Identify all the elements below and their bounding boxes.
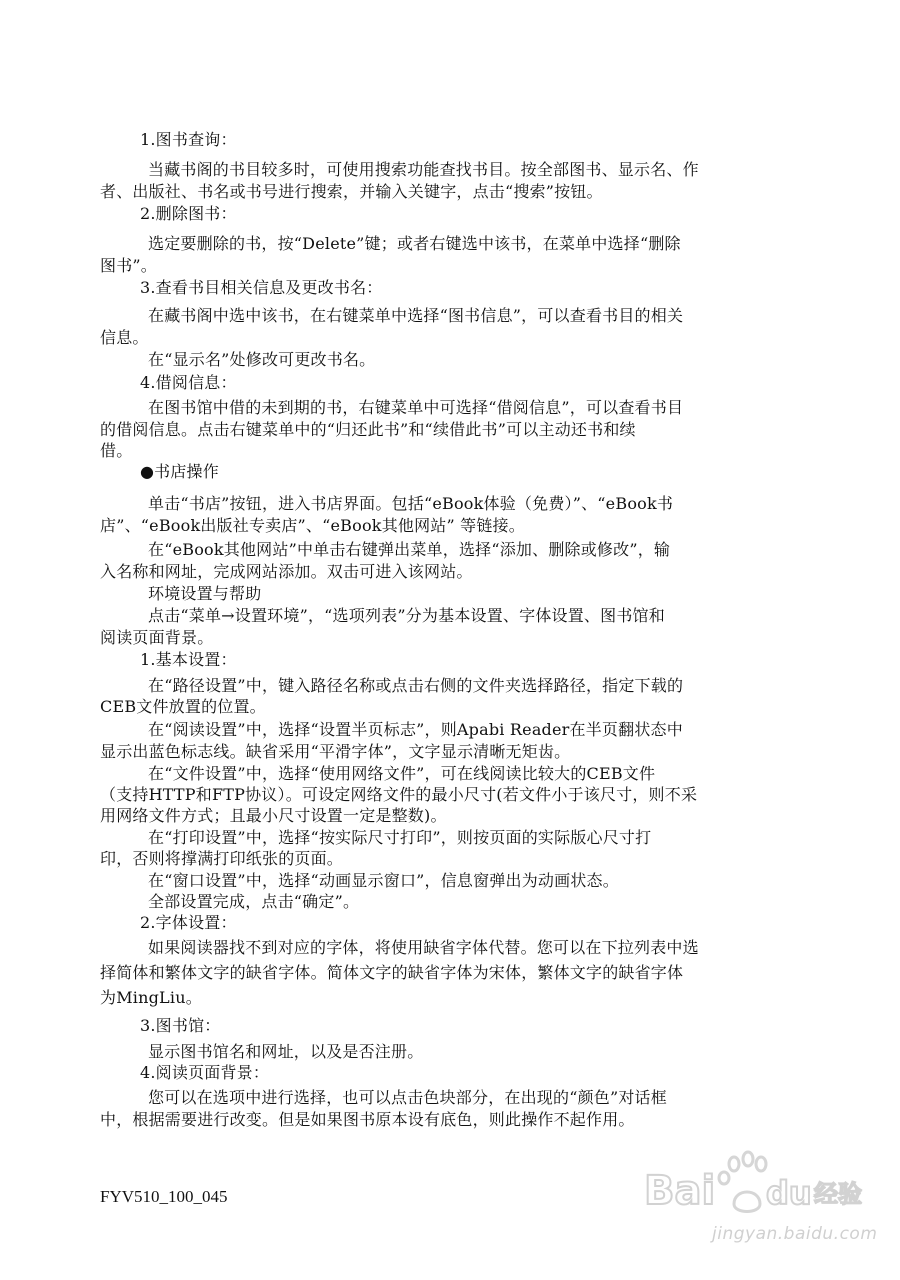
svg-text:du: du [766,1174,812,1212]
paragraph-line: 点击“菜单→设置环境”，“选项列表”分为基本设置、字体设置、图书馆和 [148,606,665,625]
paragraph-line: 信息。 [100,328,149,347]
paragraph-line: 者、出版社、书名或书号进行搜索，并输入关键字，点击“搜索”按钮。 [100,182,603,201]
section-heading: 1.基本设置： [140,650,237,669]
paragraph-line: 在藏书阁中选中该书，在右键菜单中选择“图书信息”，可以查看书目的相关 [148,306,684,325]
section-heading: 3.图书馆： [140,1016,221,1035]
paragraph-line: 在“文件设置”中，选择“使用网络文件”，可在线阅读比较大的CEB文件 [148,764,656,783]
paragraph-line: 在“打印设置”中，选择“按实际尺寸打印”，则按页面的实际版心尺寸打 [148,828,652,847]
paragraph-line: 阅读页面背景。 [100,628,214,647]
paragraph-line: CEB文件放置的位置。 [100,697,266,716]
paragraph-line: 店”、“eBook出版社专卖店”、“eBook其他网站” 等链接。 [100,516,525,535]
paragraph-line: 在“阅读设置”中，选择“设置半页标志”，则Apabi Reader在半页翻状态中 [148,720,683,739]
paragraph-line: 在“eBook其他网站”中单击右键弹出菜单，选择“添加、删除或修改”，输 [148,540,671,559]
paragraph-line: 择简体和繁体文字的缺省字体。简体文字的缺省字体为宋体，繁体文字的缺省字体 [100,963,684,982]
section-heading: ●书店操作 [140,462,219,481]
section-heading: 4.阅读页面背景： [140,1063,270,1082]
section-heading: 4.借阅信息： [140,373,237,392]
paragraph-line: 显示出蓝色标志线。缺省采用“平滑字体”，文字显示清晰无矩齿。 [100,742,571,761]
paragraph-line: 入名称和网址，完成网站添加。双击可进入该网站。 [100,562,473,581]
paragraph-line: 图书”。 [100,256,157,275]
svg-text:经验: 经验 [814,1180,862,1208]
paragraph-line: 印，否则将撑满打印纸张的页面。 [100,849,344,868]
paragraph-line: 单击“书店”按钮，进入书店界面。包括“eBook体验（免费）”、“eBook书 [148,494,674,513]
paragraph-line: 的借阅信息。点击右键菜单中的“归还此书”和“续借此书”可以主动还书和续 [100,420,636,439]
paragraph-line: 您可以在选项中进行选择，也可以点击色块部分，在出现的“颜色”对话框 [148,1088,667,1107]
paragraph-line: 显示图书馆名和网址，以及是否注册。 [148,1042,424,1061]
svg-text:Bai: Bai [644,1168,716,1214]
section-heading: 3.查看书目相关信息及更改书名： [140,278,383,297]
paragraph-line: 用网络文件方式；且最小尺寸设置一定是整数)。 [100,806,447,825]
section-heading: 1.图书查询： [140,130,237,149]
section-heading: 2.删除图书： [140,204,237,223]
paragraph-line: 在“显示名”处修改可更改书名。 [148,350,376,369]
section-heading: 环境设置与帮助 [148,584,262,603]
baidu-jingyan-watermark [642,1148,878,1268]
baidu-logo-icon [642,1148,870,1220]
paragraph-line: （支持HTTP和FTP协议）。可设定网络文件的最小尺寸(若文件小于该尺寸，则不采 [100,785,698,804]
paragraph-line: 借。 [100,441,133,460]
paragraph-line: 全部设置完成，点击“确定”。 [148,892,360,911]
paragraph-line: 中，根据需要进行改变。但是如果图书原本设有底色，则此操作不起作用。 [100,1110,635,1129]
paragraph-line: 当藏书阁的书目较多时，可使用搜索功能查找书目。按全部图书、显示名、作 [148,160,699,179]
paragraph-line: 如果阅读器找不到对应的字体，将使用缺省字体代替。您可以在下拉列表中选 [148,938,699,957]
watermark-url: jingyan.baidu.com [712,1224,878,1244]
paragraph-line: 在“路径设置”中，键入路径名称或点击右侧的文件夹选择路径，指定下载的 [148,676,684,695]
paragraph-line: 选定要删除的书，按“Delete”键；或者右键选中该书，在菜单中选择“删除 [148,234,681,253]
paragraph-line: 为MingLiu。 [100,988,202,1007]
section-heading: 2.字体设置： [140,913,237,932]
document-code: FYV510_100_045 [100,1187,228,1206]
paragraph-line: 在“窗口设置”中，选择“动画显示窗口”，信息窗弹出为动画状态。 [148,871,619,890]
paragraph-line: 在图书馆中借的未到期的书，右键菜单中可选择“借阅信息”，可以查看书目 [148,398,684,417]
